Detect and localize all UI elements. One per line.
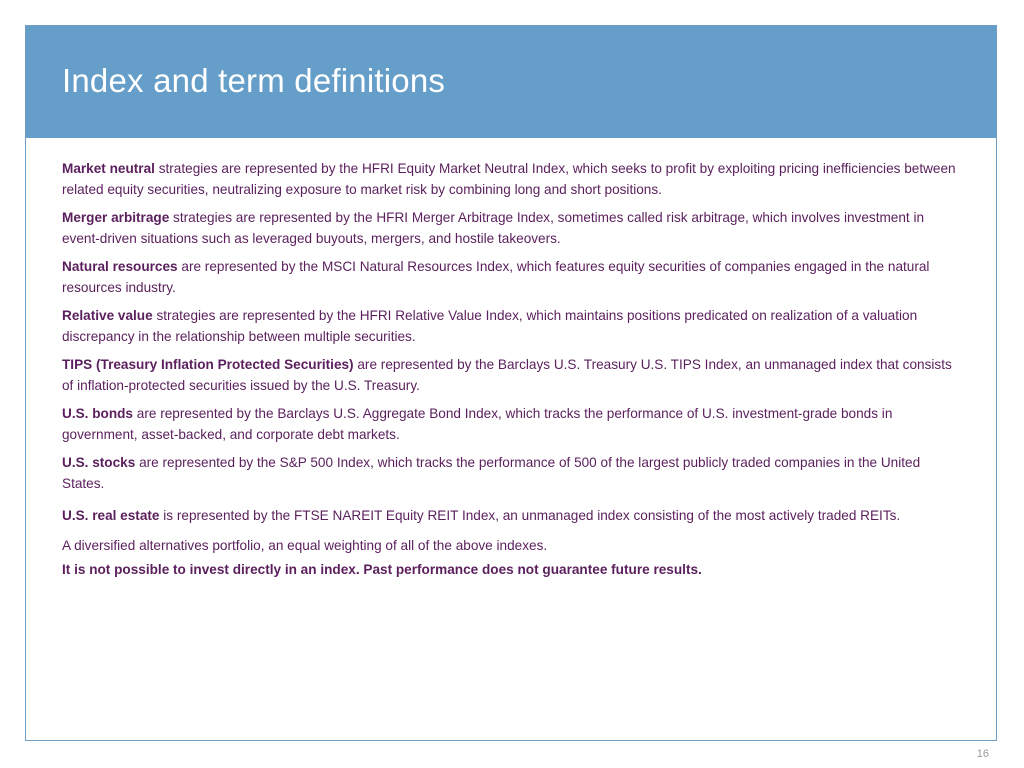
definition-term: TIPS (Treasury Inflation Protected Securities): [62, 357, 354, 372]
definition-text: strategies are represented by the HFRI Relative Value Index, which maintains positions predicated on realization of a valuation discrepancy in the relationship between multiple securities.: [62, 308, 918, 344]
definition-text: are represented by the MSCI Natural Resources Index, which features equity securities of companies engaged in the natural resources industry.: [62, 259, 930, 295]
definition-market-neutral: [62, 159, 962, 200]
portfolio-note: A diversified alternatives portfolio, an equal weighting of all of the above indexes.: [62, 538, 548, 553]
definition-text: are represented by the Barclays U.S. Treasury U.S. TIPS Index, an unmanaged index that consists of inflation-protected securities issued by the U.S. Treasury.: [62, 357, 952, 393]
definition-merger-arbitrage: [62, 208, 962, 249]
definition-natural-resources: [62, 257, 962, 298]
definition-us-bonds: [62, 404, 962, 445]
page-number: 16: [976, 748, 989, 760]
definition-relative-value: [62, 306, 962, 347]
definition-tips: [62, 355, 962, 396]
definition-term: Natural resources: [62, 259, 178, 274]
definition-text: strategies are represented by the HFRI Equity Market Neutral Index, which seeks to profit by exploiting pricing inefficiencies between related equity securities, neutralizing exposure to market risk by combining long and short positions.: [62, 161, 956, 197]
definition-term: U.S. stocks: [62, 455, 136, 470]
definitions-content: [62, 159, 962, 581]
definition-text: is represented by the FTSE NAREIT Equity REIT Index, an unmanaged index consisting of the most actively traded REITs.: [159, 508, 901, 523]
definition-term: Merger arbitrage: [62, 210, 170, 225]
slide-title: Index and term definitions: [62, 62, 446, 99]
definition-text: are represented by the Barclays U.S. Aggregate Bond Index, which tracks the performance of U.S. investment-grade bonds in government, asset-backed, and corporate debt markets.: [62, 406, 893, 442]
definition-term: U.S. bonds: [62, 406, 133, 421]
title-band: [26, 26, 996, 138]
disclaimer: It is not possible to invest directly in an index. Past performance does not guarantee future results.: [62, 562, 702, 577]
definition-term: Market neutral: [62, 161, 155, 176]
definition-us-real-estate: [62, 502, 962, 530]
definition-term: Relative value: [62, 308, 153, 323]
definition-term: U.S. real estate: [62, 508, 160, 523]
definition-text: strategies are represented by the HFRI Merger Arbitrage Index, sometimes called risk arbitrage, which involves investment in event-driven situations such as leveraged buyouts, mergers, and hostile takeovers.: [62, 210, 925, 246]
definition-text: are represented by the S&P 500 Index, which tracks the performance of 500 of the largest publicly traded companies in the United States.: [62, 455, 921, 491]
definition-us-stocks: [62, 453, 962, 494]
slide-frame: [25, 25, 997, 741]
